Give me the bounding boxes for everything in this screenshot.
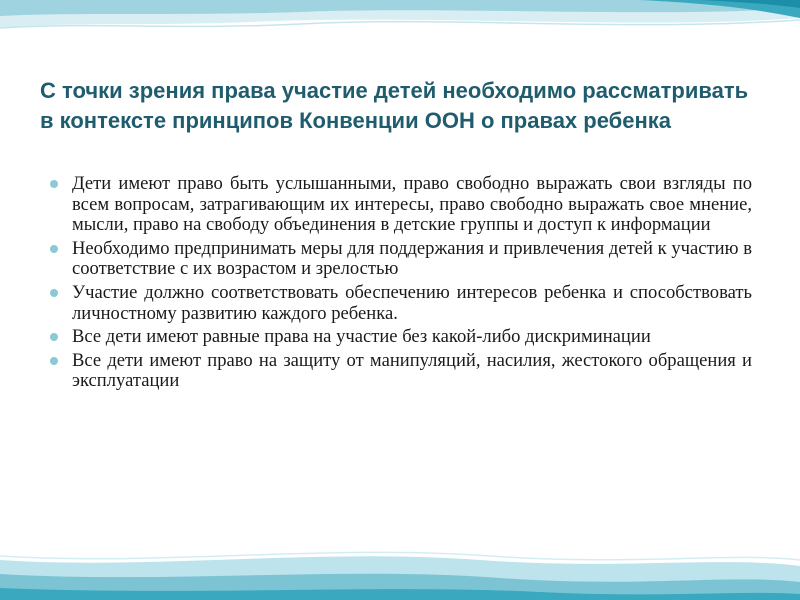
bullet-dot-icon	[50, 357, 58, 365]
bullet-dot-icon	[50, 245, 58, 253]
bullet-list	[48, 174, 752, 395]
bullet-text: Необходимо предпринимать меры для поддержания и привлечения детей к участию в соответствие с их возрастом и зрелостью	[72, 237, 752, 280]
bullet-dot-icon	[50, 180, 58, 188]
list-item	[48, 239, 752, 280]
bullet-text: Все дети имеют право на защиту от манипуляций, насилия, жестокого обращения и эксплуатации	[72, 349, 752, 392]
bullet-text: Участие должно соответствовать обеспечению интересов ребенка и способствовать личностному развитию каждого ребенка.	[72, 281, 752, 324]
list-item	[48, 283, 752, 324]
slide-title: С точки зрения права участие детей необходимо рассматривать в контексте принципов Конвенции ООН о правах ребенка	[40, 78, 749, 133]
bullet-text: Все дети имеют равные права на участие без какой-либо дискриминации	[72, 326, 651, 348]
list-item	[48, 174, 752, 236]
bullet-text: Дети имеют право быть услышанными, право свободно выражать свои взгляды по всем вопросам, затрагивающим их интересы, право свободно выражать свое мнение, мысли, право на свободу объединения в детские группы и доступ к информации	[72, 173, 752, 236]
list-item	[48, 327, 752, 348]
list-item	[48, 351, 752, 392]
bullet-dot-icon	[50, 289, 58, 297]
bullet-dot-icon	[50, 333, 58, 341]
